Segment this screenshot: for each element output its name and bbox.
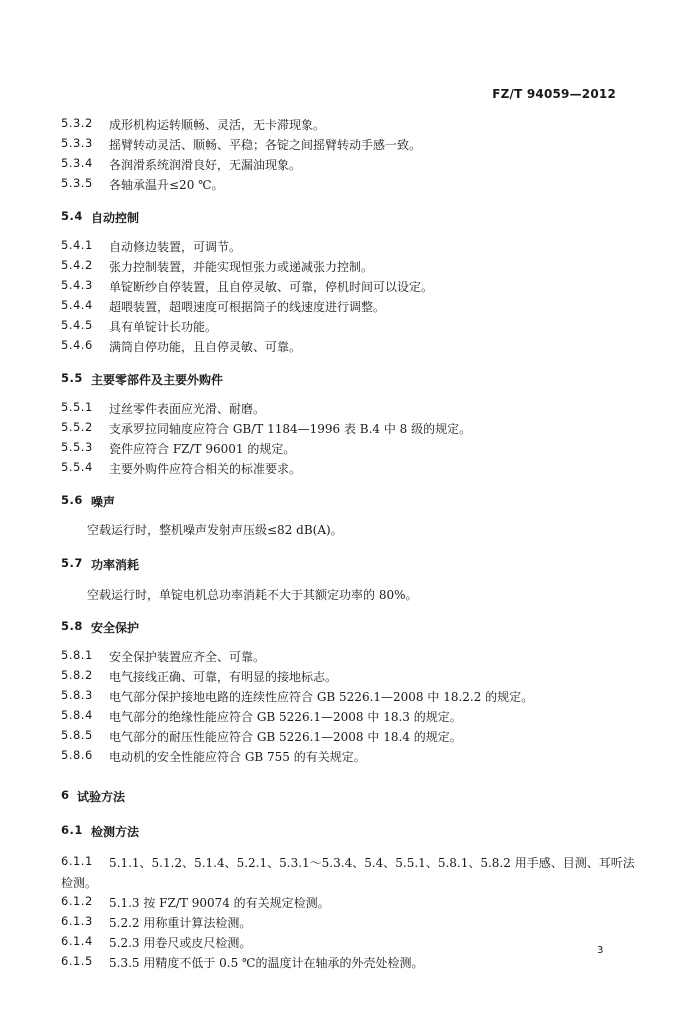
clause-number: 6.1.3	[61, 914, 93, 928]
clause-number: 5.8.4	[61, 708, 93, 722]
clause-number: 5.8.2	[61, 668, 93, 682]
clause-number: 5.5.2	[61, 420, 93, 434]
clause-number: 5.5.4	[61, 460, 93, 474]
clause-text: 功率消耗	[91, 558, 140, 572]
clause-text: 5.2.3 用卷尺或皮尺检测。	[109, 936, 252, 950]
clause-text: 超喂装置，超喂速度可根据筒子的线速度进行调整。	[109, 300, 386, 314]
clause-text: 过丝零件表面应光滑、耐磨。	[109, 402, 266, 416]
clause-number: 6.1	[61, 823, 83, 837]
clause-number: 5.4.3	[61, 278, 93, 292]
clause-number: 5.7	[61, 556, 83, 570]
clause-text: 瓷件应符合 FZ/T 96001 的规定。	[109, 442, 296, 456]
clause-text: 摇臂转动灵活、顺畅、平稳；各锭之间摇臂转动手感一致。	[109, 138, 422, 152]
clause-number: 5.8.6	[61, 748, 93, 762]
clause-text: 检测方法	[91, 825, 140, 839]
clause-text: 成形机构运转顺畅、灵活，无卡滞现象。	[109, 118, 326, 132]
clause-text: 5.2.2 用称重计算法检测。	[109, 916, 252, 930]
clause-text: 主要零部件及主要外购件	[91, 373, 224, 387]
clause-number: 5.8	[61, 619, 83, 633]
clause-number: 5.8.3	[61, 688, 93, 702]
clause-text: 张力控制装置，并能实现恒张力或递减张力控制。	[109, 260, 374, 274]
clause-text: 自动修边装置，可调节。	[109, 240, 242, 254]
clause-number: 5.4	[61, 209, 83, 223]
clause-text: 满筒自停功能，且自停灵敏、可靠。	[109, 340, 302, 354]
clause-text: 单锭断纱自停装置，且自停灵敏、可靠，停机时间可以设定。	[109, 280, 434, 294]
clause-number: 6.1.1	[61, 854, 93, 868]
clause-number: 5.4.5	[61, 318, 93, 332]
clause-text: 电气部分的绝缘性能应符合 GB 5226.1—2008 中 18.3 的规定。	[109, 710, 462, 724]
page-number: 3	[597, 945, 604, 956]
clause-number: 5.5	[61, 371, 83, 385]
clause-text: 安全保护	[91, 621, 140, 635]
clause-text: 噪声	[91, 495, 116, 509]
clause-number: 5.5.3	[61, 440, 93, 454]
clause-number: 5.6	[61, 493, 83, 507]
clause-number: 5.3.3	[61, 136, 93, 150]
clause-text: 自动控制	[91, 211, 140, 225]
clause-text: 电气部分的耐压性能应符合 GB 5226.1—2008 中 18.4 的规定。	[109, 730, 462, 744]
clause-text: 具有单锭计长功能。	[109, 320, 218, 334]
clause-text: 电气接线正确、可靠，有明显的接地标志。	[109, 670, 338, 684]
clause-number: 5.4.6	[61, 338, 93, 352]
standard-code: FZ/T 94059—2012	[492, 87, 616, 101]
clause-number: 5.8.1	[61, 648, 93, 662]
clause-number: 5.3.5	[61, 176, 93, 190]
clause-text: 空载运行时，单锭电机总功率消耗不大于其额定功率的 80%。	[87, 588, 418, 602]
clause-number: 6.1.2	[61, 894, 93, 908]
clause-text: 主要外购件应符合相关的标准要求。	[109, 462, 302, 476]
clause-text: 支承罗拉同轴度应符合 GB/T 1184—1996 表 B.4 中 8 级的规定。	[109, 422, 472, 436]
clause-text: 电动机的安全性能应符合 GB 755 的有关规定。	[109, 750, 366, 764]
clause-text: 试验方法	[77, 790, 126, 804]
clause-text: 5.1.1、5.1.2、5.1.4、5.2.1、5.3.1～5.3.4、5.4、5.5.1、5.8.1、5.8.2 用手感、目测、耳听法	[109, 856, 635, 870]
clause-number: 5.3.4	[61, 156, 93, 170]
clause-text: 空载运行时，整机噪声发射声压级≤82 dB(A)。	[87, 523, 343, 537]
clause-text: 各润滑系统润滑良好，无漏油现象。	[109, 158, 302, 172]
clause-text: 各轴承温升≤20 ℃。	[109, 178, 224, 192]
clause-text: 5.3.5 用精度不低于 0.5 ℃的温度计在轴承的外壳处检测。	[109, 956, 424, 970]
clause-number: 5.5.1	[61, 400, 93, 414]
clause-number: 6.1.4	[61, 934, 93, 948]
clause-text: 检测。	[61, 876, 98, 890]
clause-number: 5.8.5	[61, 728, 93, 742]
clause-number: 5.3.2	[61, 116, 93, 130]
clause-text: 安全保护装置应齐全、可靠。	[109, 650, 266, 664]
clause-text: 电气部分保护接地电路的连续性应符合 GB 5226.1—2008 中 18.2.2 的规定。	[109, 690, 534, 704]
clause-number: 5.4.2	[61, 258, 93, 272]
clause-number: 5.4.4	[61, 298, 93, 312]
clause-text: 5.1.3 按 FZ/T 90074 的有关规定检测。	[109, 896, 330, 910]
clause-number: 6	[61, 788, 70, 802]
clause-number: 6.1.5	[61, 954, 93, 968]
clause-number: 5.4.1	[61, 238, 93, 252]
